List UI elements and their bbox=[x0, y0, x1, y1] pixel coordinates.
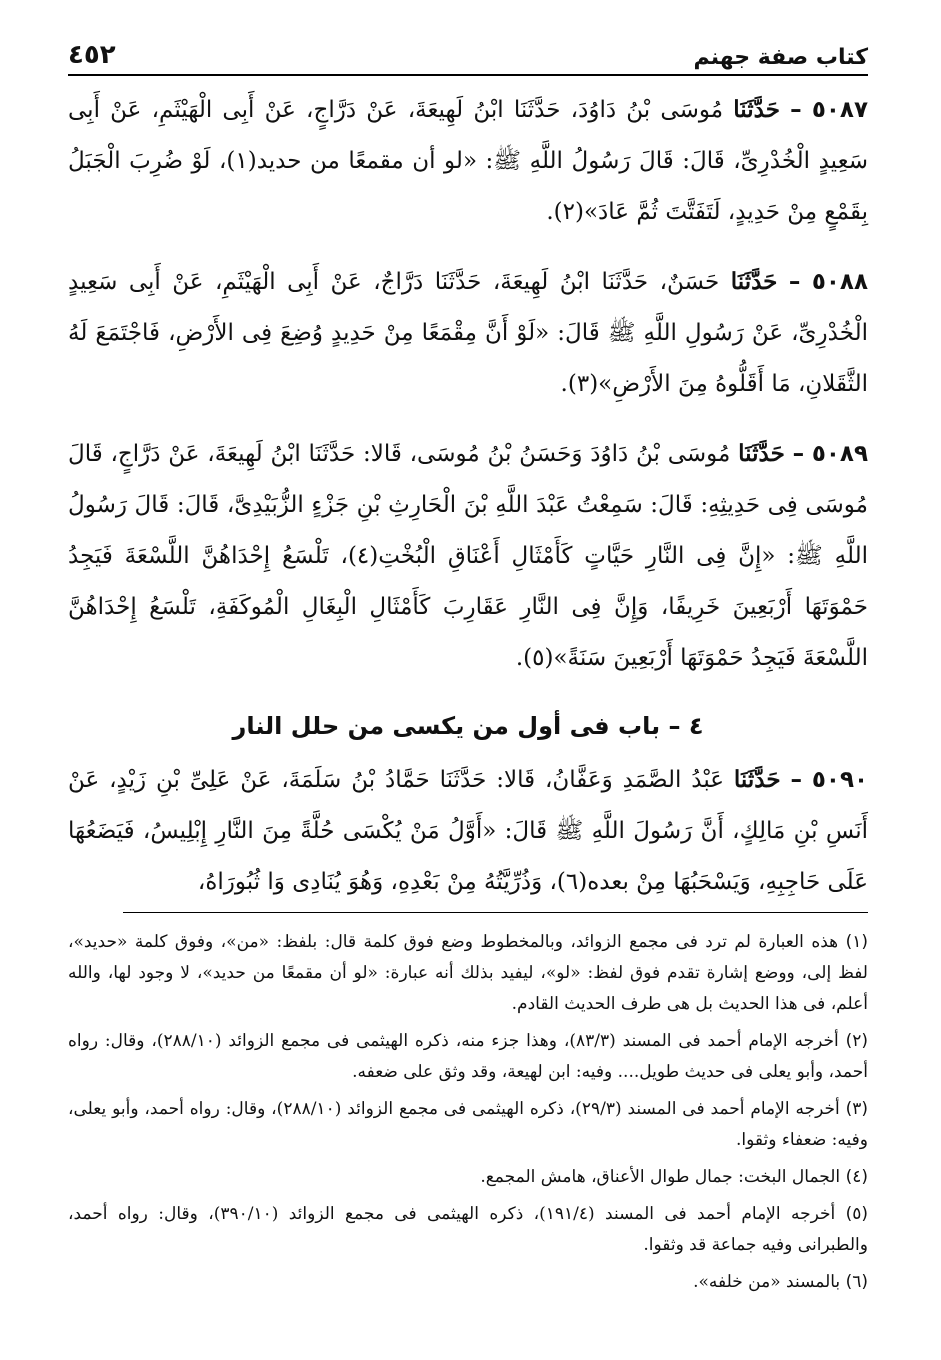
hadith-text: مُوسَى بْنُ دَاوُدَ وَحَسَنُ بْنُ مُوسَى، قَالا: حَدَّثَنَا ابْنُ لَهِيعَةَ، عَنْ دَرَّاجٍ، قَالَ مُوسَى فِى حَدِيثِهِ: قَالَ: سَمِعْتُ عَبْدَ اللَّهِ بْنَ الْحَارِثِ بْنِ جَزْءٍ الزُّبَيْدِىَّ، قَالَ: قَالَ رَسُولُ اللَّهِ ﷺ: «إِنَّ فِى النَّارِ حَيَّاتٍ كَأَمْثَالِ أَعْنَاقِ الْبُخْتِ(٤)، تَلْسَعُ إِحْدَاهُنَّ اللَّسْعَةَ فَيَجِدُ حَمْوَتَهَا أَرْبَعِينَ خَرِيفًا، وَإِنَّ فِى النَّارِ عَقَارِبَ كَأَمْثَالِ الْبِغَالِ الْمُوكَفَةِ، تَلْسَعُ إِحْدَاهُنَّ اللَّسْعَةَ فَيَجِدُ حَمْوَتَهَا أَرْبَعِينَ سَنَةً»(٥). bbox=[68, 441, 868, 671]
hadith-number: ٥٠٩٠ bbox=[811, 767, 869, 793]
hadith-number: ٥٠٨٨ bbox=[811, 269, 869, 295]
hadith-text: حَسَنٌ، حَدَّثَنَا ابْنُ لَهِيعَةَ، حَدَّثَنَا دَرَّاجٌ، عَنْ أَبِى الْهَيْثَمِ، عَنْ أَبِى سَعِيدٍ الْخُدْرِىِّ، عَنْ رَسُولِ اللَّهِ ﷺ قَالَ: «لَوْ أَنَّ مِقْمَعًا مِنْ حَدِيدٍ وُضِعَ فِى الأَرْضِ، فَاجْتَمَعَ لَهُ الثَّقَلانِ، مَا أَقَلُّوهُ مِنَ الأَرْضِ»(٣). bbox=[68, 269, 868, 397]
hadith-5087 bbox=[68, 84, 868, 238]
footnote-text: الجمال البخت: جمال طوال الأعناق، هامش المجمع. bbox=[480, 1167, 841, 1187]
footnote-number: (١) bbox=[845, 932, 869, 952]
hadith-text: عَبْدُ الصَّمَدِ وَعَفَّانُ، قَالا: حَدَّثَنَا حَمَّادُ بْنُ سَلَمَةَ، عَنْ عَلِىِّ بْنِ زَيْدٍ، عَنْ أَنَسِ بْنِ مَالِكٍ، أَنَّ رَسُولَ اللَّهِ ﷺ قَالَ: «أَوَّلُ مَنْ يُكْسَى حُلَّةً مِنَ النَّارِ إِبْلِيسُ، فَيَضَعُهَا عَلَى حَاجِبِهِ، وَيَسْحَبُهَا مِنْ بعده(٦)، وَذُرِّيَّتُهُ مِنْ بَعْدِهِ، وَهُوَ يُنَادِى وَا ثُبُورَاهُ، bbox=[68, 767, 868, 895]
footnote-number: (٥) bbox=[845, 1204, 868, 1224]
hadith-number: ٥٠٨٧ bbox=[811, 97, 869, 123]
footnote-number: (٦) bbox=[845, 1272, 868, 1292]
hadith-opener: حَدَّثَنَا bbox=[733, 766, 781, 793]
page-header bbox=[68, 26, 868, 70]
book-page bbox=[68, 26, 868, 1336]
footnote bbox=[68, 1267, 868, 1298]
hadith-dash: – bbox=[790, 97, 802, 123]
footnote-number: (٣) bbox=[845, 1099, 869, 1119]
chapter-heading: ٤ – باب فى أول من يكسى من حلل النار bbox=[232, 712, 704, 740]
footnote-text: بالمسند «من خلفه». bbox=[693, 1272, 841, 1292]
footnote-text: أخرجه الإمام أحمد فى المسند (١٩١/٤)، ذكره الهيثمى فى مجمع الزوائد (٣٩٠/١٠)، وقال: رواه أحمد، والطبرانى وفيه جماعة قد وثقوا. bbox=[68, 1204, 868, 1255]
footnote bbox=[68, 1199, 868, 1261]
footnote bbox=[68, 1026, 868, 1088]
footnote-number: (٤) bbox=[845, 1167, 868, 1187]
hadith-dash: – bbox=[788, 269, 801, 295]
footnotes bbox=[68, 927, 868, 1298]
footnote bbox=[68, 1094, 868, 1156]
hadith-opener: حَدَّثَنَا bbox=[730, 268, 778, 295]
footnote bbox=[68, 1162, 868, 1193]
hadith-opener: حَدَّثَنَا bbox=[733, 96, 780, 123]
hadith-dash: – bbox=[792, 441, 805, 467]
hadith-text: مُوسَى بْنُ دَاوُدَ، حَدَّثَنَا ابْنُ لَهِيعَةَ، عَنْ دَرَّاجٍ، عَنْ أَبِى الْهَيْثَمِ، عَنْ أَبِى سَعِيدٍ الْخُدْرِىِّ، قَالَ: قَالَ رَسُولُ اللَّهِ ﷺ: «لو أن مقمعًا من حديد(١)، لَوْ ضُرِبَ الْجَبَلُ بِقَمْعٍ مِنْ حَدِيدٍ، لَتَفَتَّتَ ثُمَّ عَادَ»(٢). bbox=[68, 97, 868, 225]
hadith-opener: حَدَّثَنَا bbox=[738, 440, 785, 467]
running-title: كتاب صفة جهنم bbox=[693, 45, 868, 70]
page-number: ٤٥٢ bbox=[68, 40, 116, 70]
footnote-text: هذه العبارة لم ترد فى مجمع الزوائد، وبالمخطوط وضع فوق كلمة قال: بلفظ: «من»، وفوق كلمة «حديد»، لفظ إلى، ووضع إشارة تقدم فوق لفظ: «لو»، ليفيد بذلك أنه عبارة: «لو أن مقمعًا من حديد»، لا وجود لها، والله أعلم، فى هذا الحديث بل هى طرف الحديث القادم. bbox=[68, 932, 868, 1014]
hadith-5088 bbox=[68, 256, 868, 410]
hadith-5089 bbox=[68, 428, 868, 684]
footnotes-divider bbox=[123, 912, 868, 913]
hadith-5090 bbox=[68, 754, 868, 908]
footnote bbox=[68, 927, 868, 1020]
hadith-number: ٥٠٨٩ bbox=[811, 441, 868, 467]
header-rule bbox=[68, 74, 868, 76]
hadith-dash: – bbox=[790, 767, 802, 793]
footnote-text: أخرجه الإمام أحمد فى المسند (٢٩/٣)، ذكره الهيثمى فى مجمع الزوائد (٢٨٨/١٠)، وقال: رواه أحمد، وأبو يعلى، وفيه: ضعفاء وثقوا. bbox=[68, 1099, 868, 1150]
footnote-text: أخرجه الإمام أحمد فى المسند (٨٣/٣)، وهذا جزء منه، ذكره الهيثمى فى مجمع الزوائد (٢٨٨/١٠)، وقال: رواه أحمد، وأبو يعلى فى حديث طويل.... وفيه: ابن لهيعة، وقد وثق على ضعفه. bbox=[68, 1031, 868, 1082]
footnote-number: (٢) bbox=[845, 1031, 868, 1051]
